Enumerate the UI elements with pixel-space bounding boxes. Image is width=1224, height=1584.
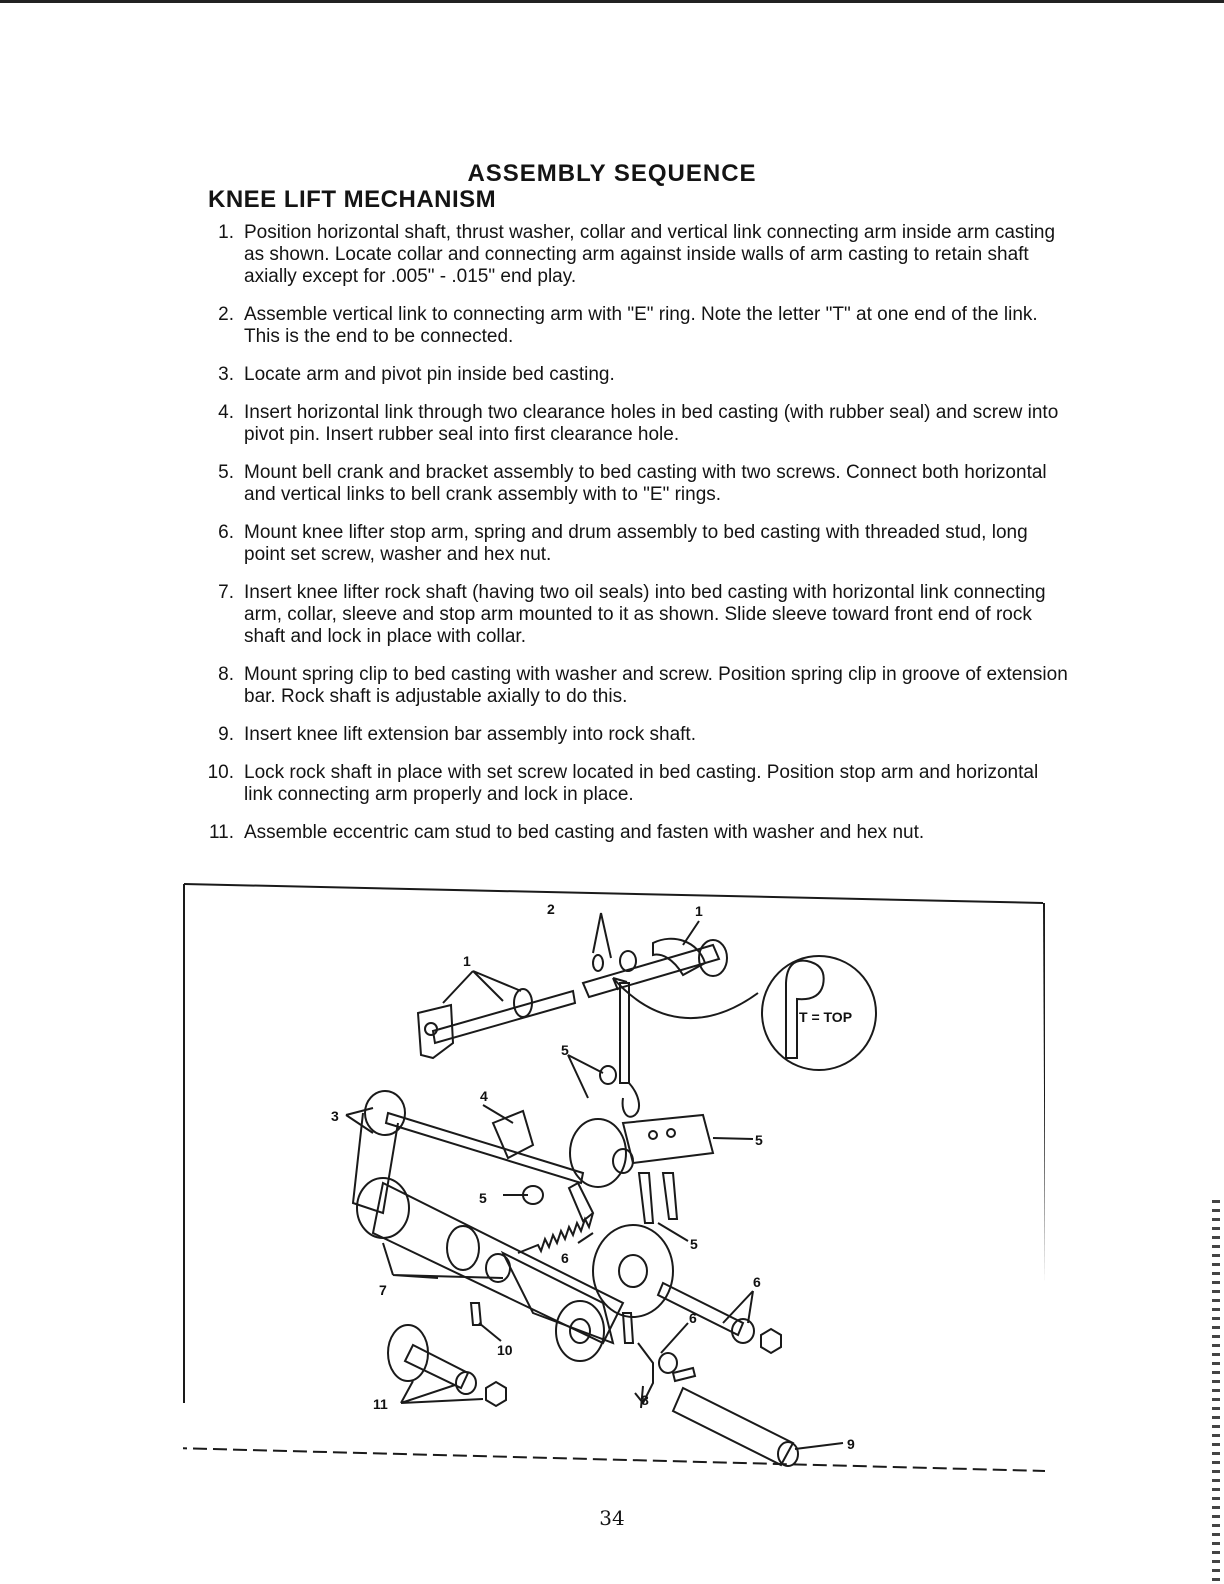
scan-edge-artifact (1212, 1200, 1220, 1584)
rock-shaft-sleeve (447, 1226, 479, 1270)
step-text: Position horizontal shaft, thrust washer, collar and vertical link connecting arm inside arm casting as shown. Locate collar and connecting arm against inside walls of arm casting to retain shaft axially except for .005" - .015" end play. (244, 222, 1056, 287)
vertical-link (620, 983, 629, 1083)
e-ring-mid (600, 1066, 616, 1084)
leader-3 (346, 1108, 373, 1133)
thrust-washer (620, 951, 636, 971)
step-item (190, 822, 1070, 844)
step-item (190, 304, 1070, 348)
frame-bottom (183, 1448, 1045, 1471)
step-text: Insert horizontal link through two clearance holes in bed casting (with rubber seal) and screw into pivot pin. Insert rubber seal into first clearance hole. (244, 402, 1059, 445)
callout-label: 5 (755, 1132, 763, 1148)
callout-label: 1 (463, 953, 471, 969)
step-item (190, 522, 1070, 566)
step-item (190, 222, 1070, 288)
step-number: 11. (208, 822, 234, 843)
pivot-arm-top (365, 1091, 405, 1135)
leader-7 (383, 1243, 503, 1278)
bell-crank-bracket (623, 1115, 713, 1163)
step-item (190, 582, 1070, 648)
step-item (190, 364, 1070, 386)
callout-label: 5 (690, 1236, 698, 1252)
bracket-screw-1 (639, 1173, 653, 1223)
connecting-arm (653, 939, 705, 975)
step-number: 6. (218, 522, 234, 543)
clip-washer (659, 1353, 677, 1373)
step-number: 4. (218, 402, 234, 423)
step-number: 1. (218, 222, 234, 243)
leader-5b (713, 1138, 753, 1139)
step-item (190, 462, 1070, 506)
step-text: Mount bell crank and bracket assembly to bed casting with two screws. Connect both horizontal and vertical links to bell crank assembly with to "E" rings. (244, 462, 1047, 505)
step-number: 7. (218, 582, 234, 603)
callout-label: 6 (561, 1250, 569, 1266)
callout-label: 7 (379, 1282, 387, 1298)
upper-shaft (433, 991, 575, 1043)
extension-bar (673, 1388, 793, 1465)
rock-shaft (373, 1183, 623, 1343)
leader-6a (578, 1233, 593, 1243)
step-number: 3. (218, 364, 234, 385)
step-text: Insert knee lifter rock shaft (having two oil seals) into bed casting with horizontal link connecting arm, collar, sleeve and stop arm mounted to it as shown. Slide sleeve toward front end of rock shaft and lock in place with collar. (244, 582, 1046, 647)
step-number: 5. (218, 462, 234, 483)
hex-nut (761, 1329, 781, 1353)
leader-1b (443, 971, 521, 1003)
leader-9 (795, 1443, 843, 1449)
callout-label: 9 (847, 1436, 855, 1452)
threaded-stud (658, 1283, 743, 1335)
step-text: Lock rock shaft in place with set screw located in bed casting. Position stop arm and horizontal link connecting arm properly and lock in place. (244, 762, 1039, 805)
callout-label: 1 (695, 903, 703, 919)
step-text: Insert knee lift extension bar assembly into rock shaft. (244, 724, 696, 745)
assembly-steps (190, 222, 1070, 860)
cam-stud (405, 1345, 468, 1388)
page-title: ASSEMBLY SEQUENCE (467, 160, 757, 187)
leader-6b (723, 1291, 753, 1323)
stop-arm (503, 1253, 613, 1343)
section-title: KNEE LIFT MECHANISM (208, 186, 497, 213)
leader-1a (683, 921, 699, 945)
drum-hub (619, 1255, 647, 1287)
knee-lift-diagram (183, 883, 1045, 1473)
leader-5a (568, 1055, 603, 1098)
step-text: Mount spring clip to bed casting with washer and screw. Position spring clip in groove of extension bar. Rock shaft is adjustable axially to do this. (244, 664, 1068, 707)
exploded-view-drawing (183, 883, 1045, 1473)
callout-label: 10 (497, 1342, 513, 1358)
bracket-screw-2 (663, 1173, 677, 1219)
step-number: 2. (218, 304, 234, 325)
step-number: 8. (218, 664, 234, 685)
drum (593, 1225, 673, 1317)
callout-label: 5 (479, 1190, 487, 1206)
callout-label: 8 (641, 1392, 649, 1408)
step-item (190, 724, 1070, 746)
clip-screw (673, 1368, 695, 1381)
vertical-link-hook (623, 1083, 639, 1117)
frame-right (1044, 903, 1045, 1473)
leader-10 (479, 1323, 501, 1341)
step-text: Mount knee lifter stop arm, spring and drum assembly to bed casting with threaded stud, long point set screw, washer and hex nut. (244, 522, 1028, 565)
cam-hex-nut (486, 1382, 506, 1406)
step-number: 9. (218, 724, 234, 745)
e-ring-top (593, 955, 603, 971)
step-item (190, 402, 1070, 446)
callout-label: 6 (689, 1310, 697, 1326)
callout-label: 4 (480, 1088, 488, 1104)
leader-6c (661, 1323, 688, 1353)
step-text: Locate arm and pivot pin inside bed casting. (244, 364, 615, 385)
bracket-hole (425, 1023, 437, 1035)
leader-2 (593, 913, 611, 958)
rock-shaft-set-screw (471, 1303, 481, 1325)
page-number: 34 (599, 1506, 625, 1530)
step-text: Assemble eccentric cam stud to bed casting and fasten with washer and hex nut. (244, 822, 925, 843)
step-item (190, 762, 1070, 806)
step-item (190, 664, 1070, 708)
callout-label: 2 (547, 901, 555, 917)
bell-crank (570, 1119, 626, 1187)
inset-label: T = TOP (799, 1009, 853, 1025)
pivot-arm (353, 1113, 398, 1213)
top-border (0, 0, 1224, 3)
leader-5d (658, 1223, 688, 1241)
frame-top (184, 884, 1043, 903)
bracket-hole-2 (667, 1129, 675, 1137)
horizontal-link (386, 1113, 583, 1183)
callout-label: 3 (331, 1108, 339, 1124)
bell-crank-arm (569, 1183, 593, 1221)
bracket-hole-1 (649, 1131, 657, 1139)
callout-label: 5 (561, 1042, 569, 1058)
callout-label: 11 (373, 1396, 388, 1412)
step-text: Assemble vertical link to connecting arm with "E" ring. Note the letter "T" at one end of the link. This is the end to be connected. (244, 304, 1038, 347)
step-number: 10. (207, 762, 234, 783)
callout-label: 6 (753, 1274, 761, 1290)
